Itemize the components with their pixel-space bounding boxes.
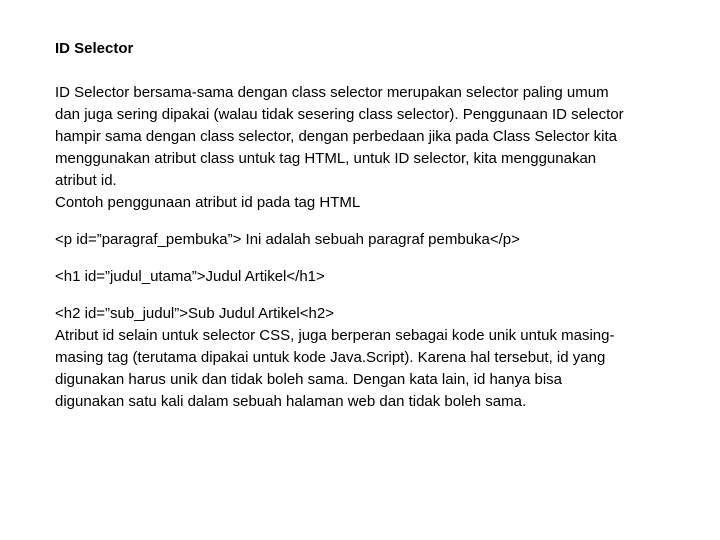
slide-title: ID Selector <box>55 40 134 57</box>
intro-paragraph: ID Selector bersama-sama dengan class selector merupakan selector paling umum dan juga sering dipakai (walau tidak sesering class selector). Penggunaan ID selector hampir sama dengan class selector, dengan perbedaan jika pada Class Selector kita menggunakan atribut class untuk tag HTML, untuk ID selector, kita menggunakan atribut id. Contoh penggunaan atribut id pada tag HTML <box>55 84 624 211</box>
slide-content <box>55 38 675 413</box>
code-example-paragraph: <p id=”paragraf_pembuka”> Ini adalah sebuah paragraf pembuka</p> <box>55 231 520 248</box>
closing-paragraph: <h2 id=”sub_judul”>Sub Judul Artikel<h2> Atribut id selain untuk selector CSS, juga berperan sebagai kode unik untuk masing- masing tag (terutama dipakai untuk kode Java.Script). Karena hal tersebut, id yang digunakan harus unik dan tidak boleh sama. Dengan kata lain, id hanya bisa digunakan satu kali dalam sebuah halaman web dan tidak boleh sama. <box>55 305 615 410</box>
code-example-heading: <h1 id=”judul_utama”>Judul Artikel</h1> <box>55 268 325 285</box>
